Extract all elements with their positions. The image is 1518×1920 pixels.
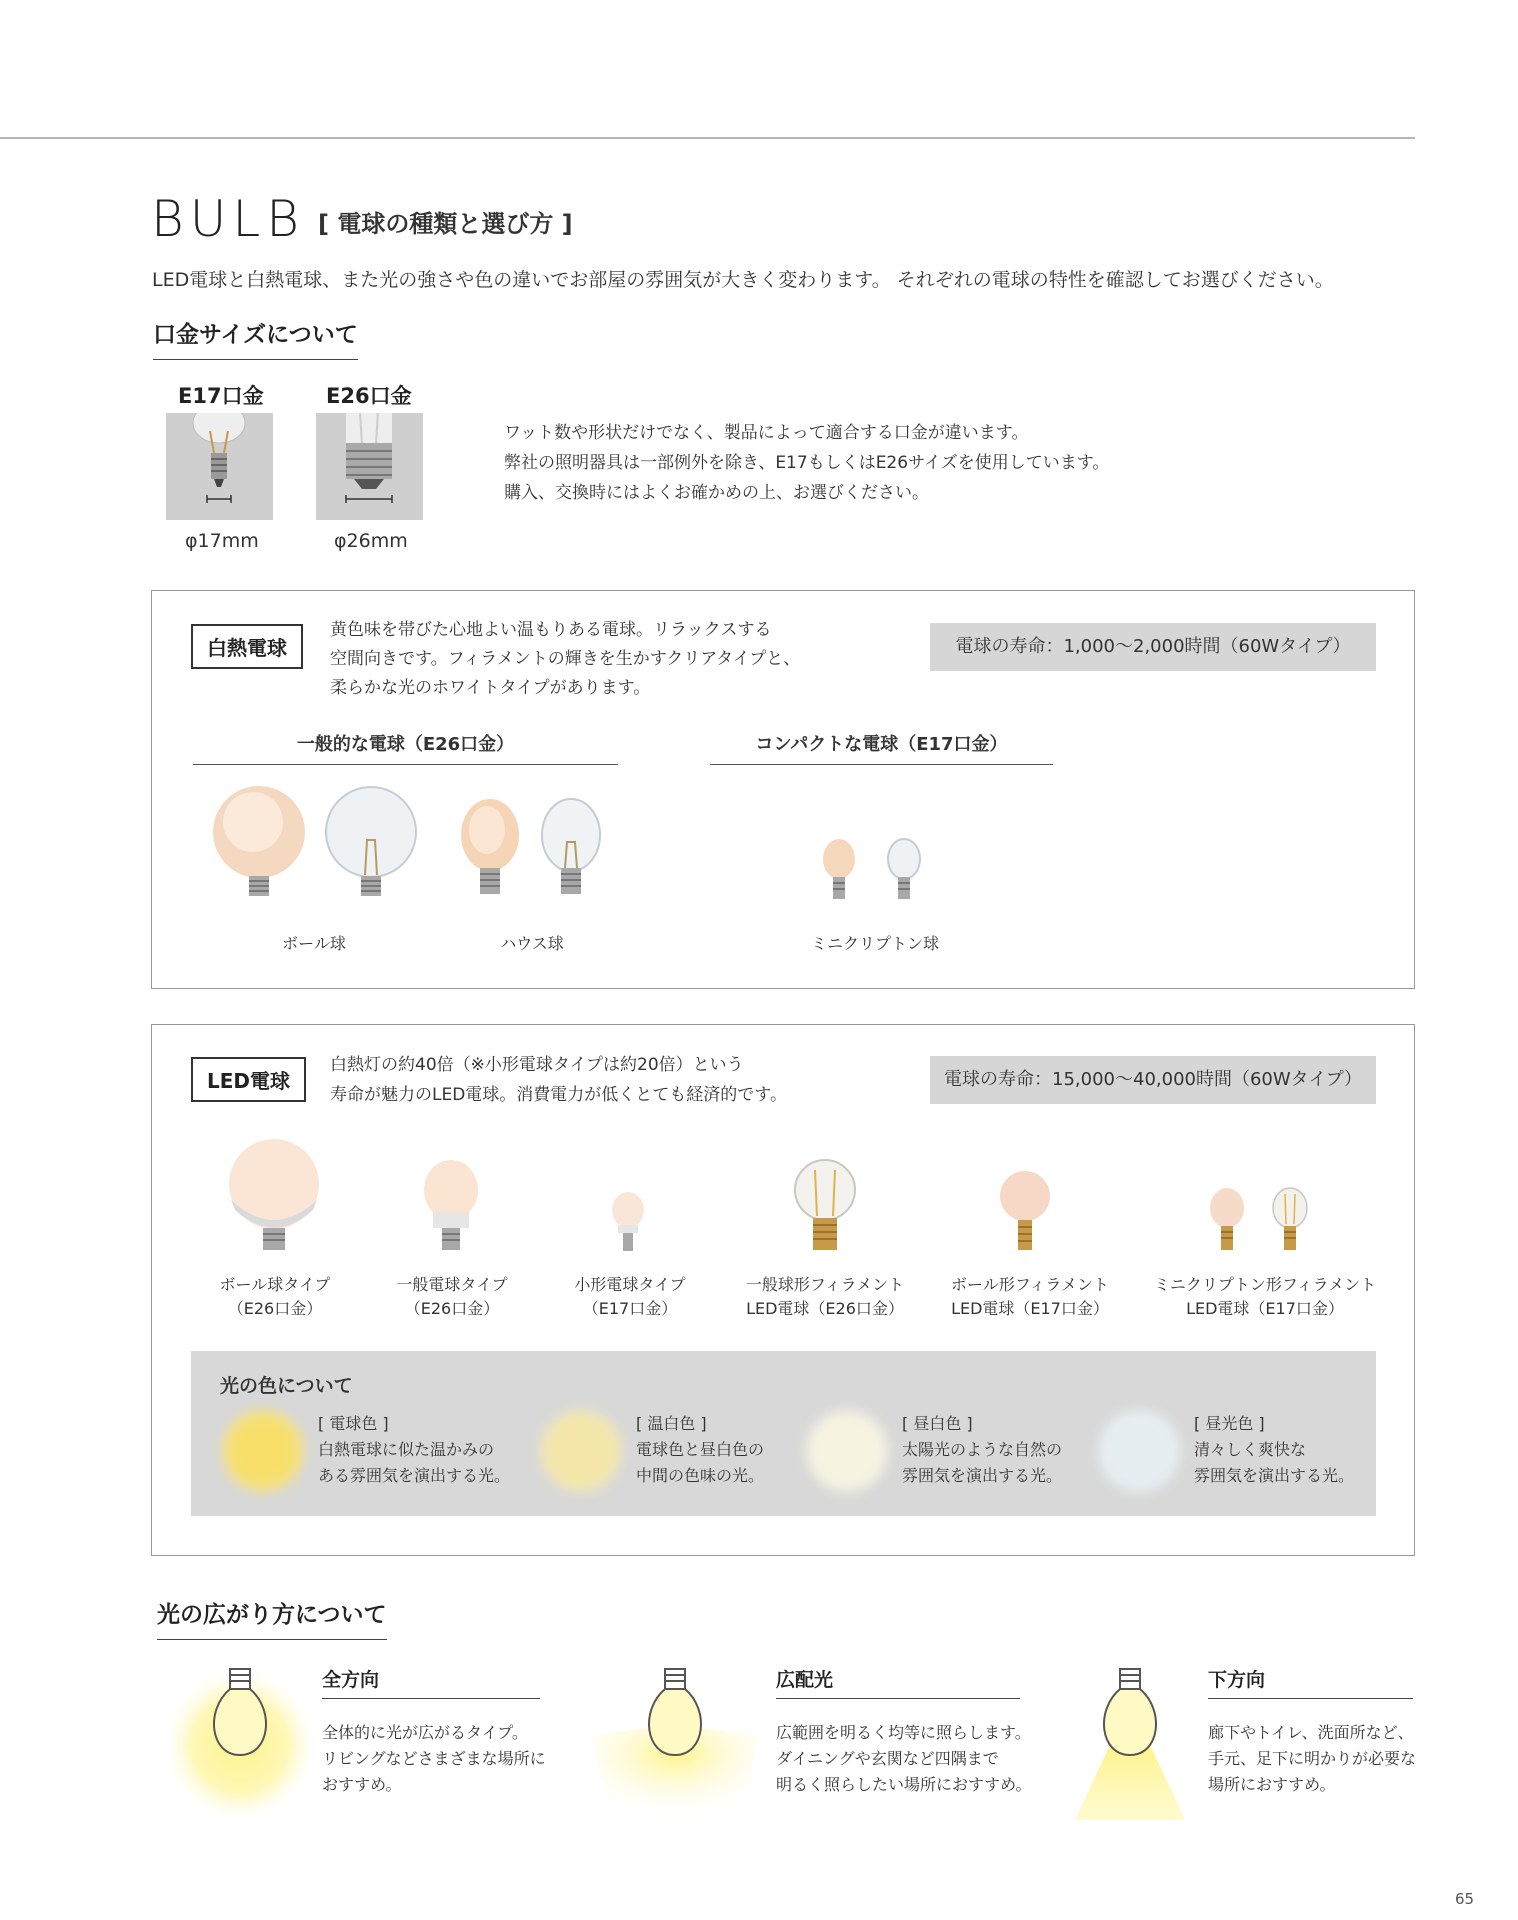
base-size-heading: 口金サイズについて [153, 316, 358, 360]
base-description [504, 418, 1109, 508]
led-description [330, 1050, 787, 1110]
spread-desc-line: おすすめ。 [322, 1775, 402, 1794]
color-desc-line: 雰囲気を演出する光。 [902, 1466, 1063, 1485]
spread-desc-line: ダイニングや玄関など四隅まで [776, 1749, 999, 1768]
swatch-daylight [1098, 1410, 1180, 1492]
led-caption-line1: 小形電球タイプ [574, 1275, 686, 1294]
led-life-badge: 電球の寿命：15,000〜40,000時間（60Wタイプ） [930, 1056, 1376, 1104]
spread-desc-line: 明るく照らしたい場所におすすめ。 [776, 1775, 1032, 1794]
spread-desc-line: 全体的に光が広がるタイプ。 [322, 1723, 528, 1742]
color-name: [ 温白色 ] [636, 1414, 707, 1433]
led-caption [195, 1273, 355, 1321]
spread-desc-line: 手元、足下に明かりが必要な [1208, 1749, 1417, 1768]
compact-bulb-heading: コンパクトな電球（E17口金） [710, 730, 1053, 765]
page-number: 65 [1455, 1890, 1475, 1908]
e26-diameter: φ26mm [334, 530, 408, 552]
incandescent-tag: 白熱電球 [191, 624, 303, 669]
led-caption-line2: LED電球（E17口金） [1186, 1299, 1344, 1318]
led-bulbs-image [215, 1130, 1375, 1265]
spread-desc-line: 場所におすすめ。 [1208, 1775, 1336, 1794]
spread-title: 全方向 [322, 1665, 540, 1699]
color-info [318, 1411, 510, 1489]
spread-desc-line: 広範囲を明るく均等に照らします。 [776, 1723, 1031, 1742]
led-caption-line2: （E26口金） [404, 1299, 500, 1318]
swatch-warm [222, 1410, 304, 1492]
led-desc-line: 白熱灯の約40倍（※小形電球タイプは約20倍）という [330, 1055, 744, 1075]
led-caption-line2: LED電球（E26口金） [746, 1299, 904, 1318]
spread-title: 広配光 [776, 1665, 1020, 1699]
led-caption-line1: ボール球タイプ [219, 1275, 331, 1294]
incandescent-description [330, 616, 800, 703]
bulb-caption: ボール球 [282, 934, 346, 953]
led-caption-line1: ボール形フィラメント [951, 1275, 1109, 1294]
spread-heading: 光の広がり方について [157, 1596, 387, 1640]
color-info [636, 1411, 764, 1489]
led-caption-line1: 一般電球タイプ [396, 1275, 508, 1294]
top-divider [0, 137, 1415, 139]
light-color-heading: 光の色について [220, 1375, 353, 1397]
base-text-line: 弊社の照明器具は一部例外を除き、E17もしくはE26サイズを使用しています。 [504, 453, 1110, 473]
color-desc-line: ある雰囲気を演出する光。 [318, 1466, 511, 1485]
incandescent-desc-line: 空間向きです。フィラメントの輝きを生かすクリアタイプと、 [330, 649, 801, 669]
color-desc-line: 清々しく爽快な [1194, 1440, 1307, 1459]
led-caption [550, 1273, 710, 1321]
spread-desc [776, 1720, 1032, 1798]
bulb-caption: ハウス球 [500, 934, 564, 953]
spread-title: 下方向 [1208, 1665, 1413, 1699]
led-tag: LED電球 [191, 1057, 306, 1102]
led-caption [935, 1273, 1125, 1321]
compact-bulbs-image [815, 835, 930, 915]
led-caption [1145, 1273, 1385, 1321]
led-caption-line1: ミニクリプトン形フィラメント [1153, 1275, 1377, 1294]
color-desc-line: 中間の色味の光。 [636, 1466, 765, 1485]
color-name: [ 昼白色 ] [902, 1414, 973, 1433]
spread-desc-line: リビングなどさまざまな場所に [322, 1749, 546, 1768]
e17-diameter: φ17mm [185, 530, 259, 552]
e26-label: E26口金 [326, 384, 412, 408]
incandescent-desc-line: 柔らかな光のホワイトタイプがあります。 [330, 678, 651, 698]
general-bulb-heading: 一般的な電球（E26口金） [193, 730, 618, 765]
swatch-warm-white [540, 1410, 622, 1492]
e17-label: E17口金 [178, 384, 264, 408]
base-text-line: ワット数や形状だけでなく、製品によって適合する口金が違います。 [504, 423, 1029, 443]
color-info [1194, 1411, 1354, 1489]
color-name: [ 昼光色 ] [1194, 1414, 1265, 1433]
led-caption-line2: （E17口金） [582, 1299, 678, 1318]
led-caption-line2: LED電球（E17口金） [951, 1299, 1109, 1318]
color-desc-line: 雰囲気を演出する光。 [1194, 1466, 1355, 1485]
spread-desc-line: 廊下やトイレ、洗面所など、 [1208, 1723, 1414, 1742]
color-info [902, 1411, 1062, 1489]
led-caption-line2: （E26口金） [227, 1299, 323, 1318]
base-text-line: 購入、交換時にはよくお確かめの上、お選びください。 [504, 483, 929, 503]
color-desc-line: 白熱電球に似た温かみの [318, 1440, 495, 1459]
omni-light-icon [155, 1655, 325, 1825]
color-desc-line: 太陽光のような自然の [902, 1440, 1063, 1459]
down-light-icon [1045, 1655, 1215, 1825]
led-desc-line: 寿命が魅力のLED電球。消費電力が低くとても経済的です。 [330, 1085, 787, 1105]
e26-socket-image [316, 413, 423, 520]
color-name: [ 電球色 ] [318, 1414, 389, 1433]
spread-desc [322, 1720, 546, 1798]
page-subtitle: [ 電球の種類と選び方 ] [318, 210, 573, 238]
e17-socket-image [166, 413, 273, 520]
wide-light-icon [590, 1655, 760, 1825]
swatch-neutral-white [806, 1410, 888, 1492]
led-caption [372, 1273, 532, 1321]
general-bulbs-image [205, 780, 625, 915]
incandescent-life-badge: 電球の寿命：1,000〜2,000時間（60Wタイプ） [930, 623, 1376, 671]
spread-desc [1208, 1720, 1416, 1798]
led-caption-line1: 一般球形フィラメント [745, 1275, 905, 1294]
led-caption [730, 1273, 920, 1321]
bulb-caption: ミニクリプトン球 [810, 934, 939, 953]
incandescent-desc-line: 黄色味を帯びた心地よい温もりある電球。リラックスする [330, 620, 772, 640]
page-title: BULB [151, 190, 305, 248]
intro-text: LED電球と白熱電球、また光の強さや色の違いでお部屋の雰囲気が大きく変わります。 それぞれの電球の特性を確認してお選びください。 [152, 269, 1334, 291]
color-desc-line: 電球色と昼白色の [636, 1440, 765, 1459]
